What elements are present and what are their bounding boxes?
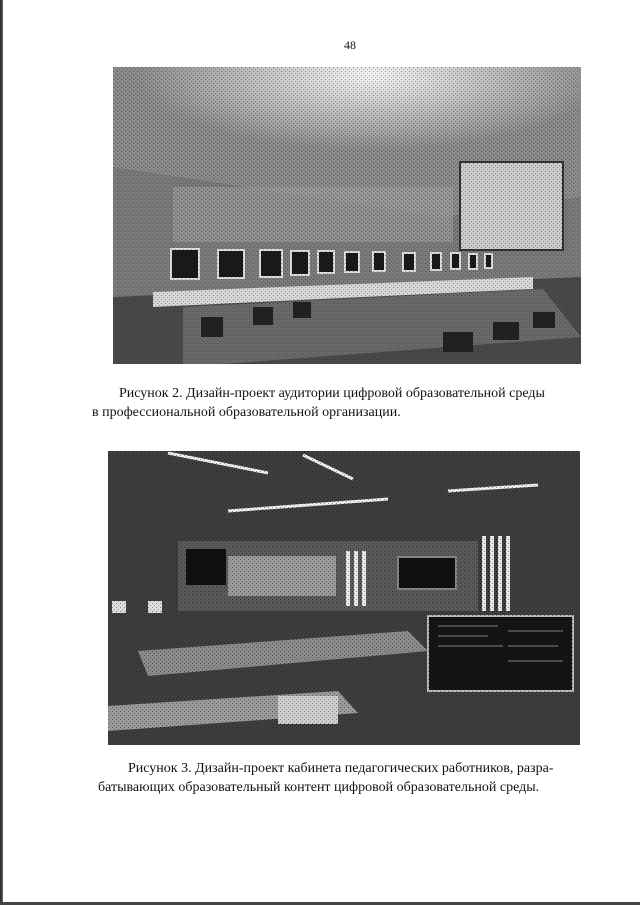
scan-left-edge — [0, 0, 3, 905]
figure-2-caption — [92, 384, 612, 422]
figure-2-caption-line-1: Рисунок 2. Дизайн-проект аудитории цифровой образовательной среды — [119, 386, 545, 401]
figure-3-caption — [98, 759, 608, 797]
page-number: 48 — [344, 38, 356, 52]
figure-3-image — [108, 451, 580, 745]
figure-3-caption-line-2: батывающих образовательный контент цифровой образовательной среды. — [98, 780, 540, 795]
figure-2-image — [113, 67, 581, 364]
figure-2-caption-line-2: в профессиональной образовательной организации. — [92, 405, 401, 420]
figure-3-caption-line-1: Рисунок 3. Дизайн-проект кабинета педагогических работников, разра- — [128, 761, 554, 776]
